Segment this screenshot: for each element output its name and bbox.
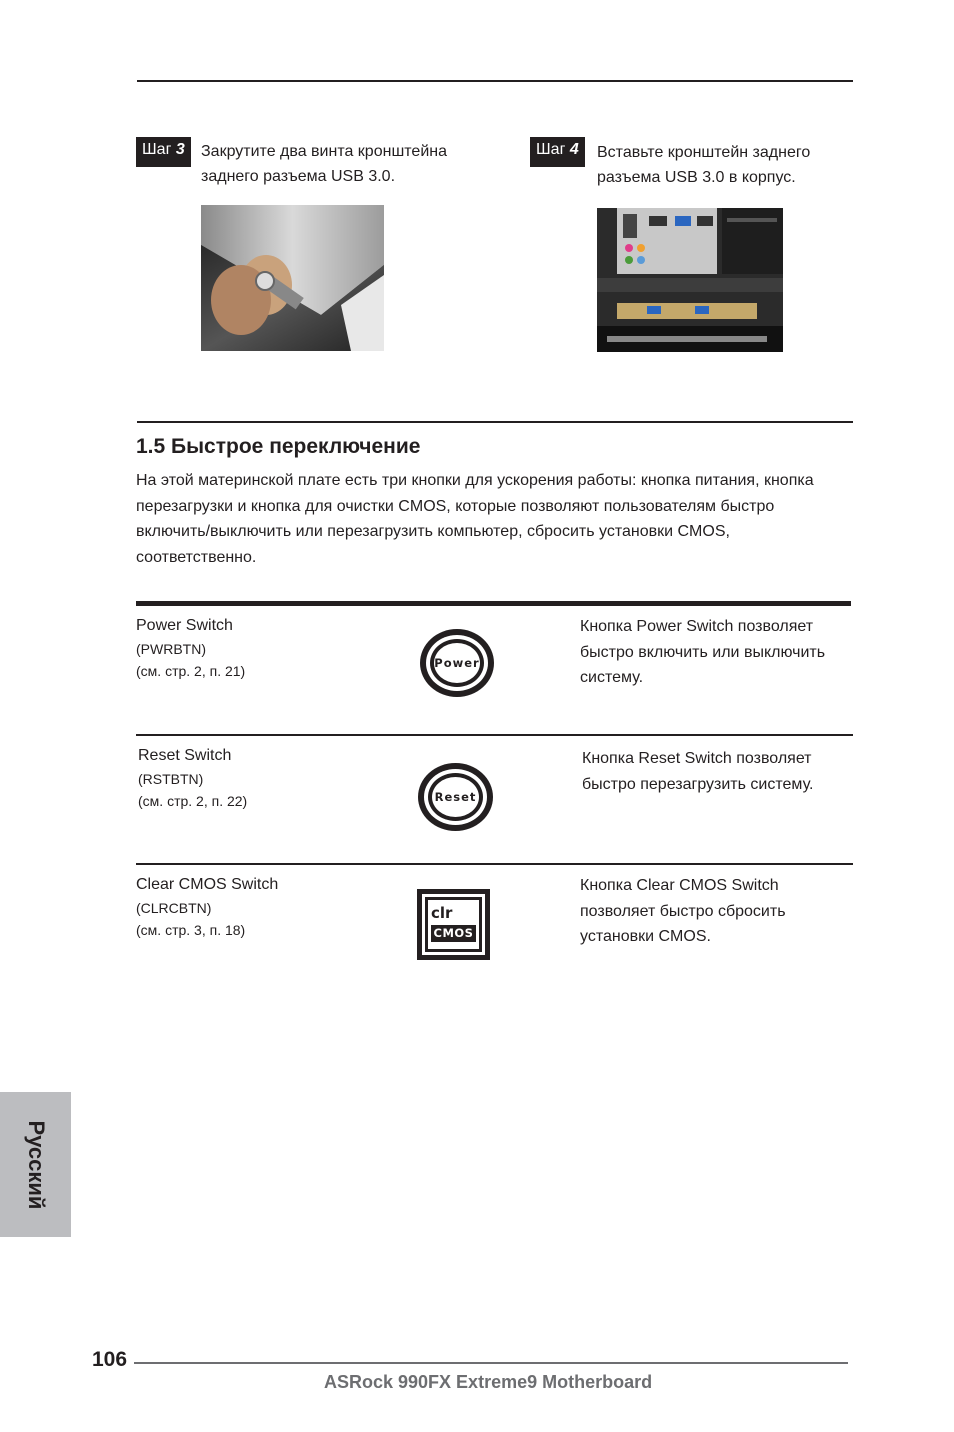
row-rule-2 <box>136 863 853 865</box>
step-4-text: Вставьте кронштейн заднего разъема USB 3.0 в корпус. <box>597 144 811 186</box>
clear-cmos-switch-code: (CLRCBTN) <box>136 900 212 916</box>
step-3-photo-screwing-bracket <box>201 205 384 351</box>
power-switch-description: Кнопка Power Switch позволяет быстро включить или выключить систему. <box>580 618 826 686</box>
table-top-rule <box>136 601 851 606</box>
clear-cmos-switch-ref: (см. стр. 3, п. 18) <box>136 922 246 938</box>
reset-switch-code: (RSTBTN) <box>138 771 204 787</box>
step-4-photo-rear-panel <box>597 208 783 352</box>
top-rule <box>137 80 853 82</box>
footer-title: ASRock 990FX Extreme9 Motherboard <box>324 1372 653 1392</box>
section-intro: На этой материнской плате есть три кнопки для ускорения работы: кнопка питания, кнопка перезагрузки и кнопка для очистки CMOS, которые позволяют пользователям быстро включить/выключить или перезагрузить компьютер, сбросить установки CMOS, соответственно. <box>136 472 814 566</box>
section-title: 1.5 Быстрое переключение <box>136 435 421 458</box>
power-switch-code: (PWRBTN) <box>136 641 206 657</box>
step-4-badge: Шаг 4 <box>530 137 585 167</box>
page-number: 106 <box>92 1348 128 1371</box>
clear-cmos-switch-description: Кнопка Clear CMOS Switch позволяет быстро сбросить установки CMOS. <box>580 877 786 945</box>
reset-switch-ref: (см. стр. 2, п. 22) <box>138 793 248 809</box>
language-side-tab: Русский <box>0 1092 71 1237</box>
clear-cmos-switch-name: Clear CMOS Switch <box>136 876 279 893</box>
reset-switch-description: Кнопка Reset Switch позволяет быстро перезагрузить систему. <box>582 750 814 793</box>
clear-cmos-button-icon: clr CMOS <box>417 889 490 960</box>
footer-rule <box>134 1362 848 1364</box>
power-switch-ref: (см. стр. 2, п. 21) <box>136 663 246 679</box>
step-3-text: Закрутите два винта кронштейна заднего разъема USB 3.0. <box>201 143 447 185</box>
power-switch-name: Power Switch <box>136 617 233 634</box>
reset-button-icon: Reset <box>418 763 493 831</box>
step-3-badge: Шаг 3 <box>136 137 191 167</box>
section-rule <box>137 421 853 423</box>
reset-switch-name: Reset Switch <box>138 747 232 764</box>
power-button-icon: Power <box>420 629 494 697</box>
row-rule-1 <box>136 734 853 736</box>
